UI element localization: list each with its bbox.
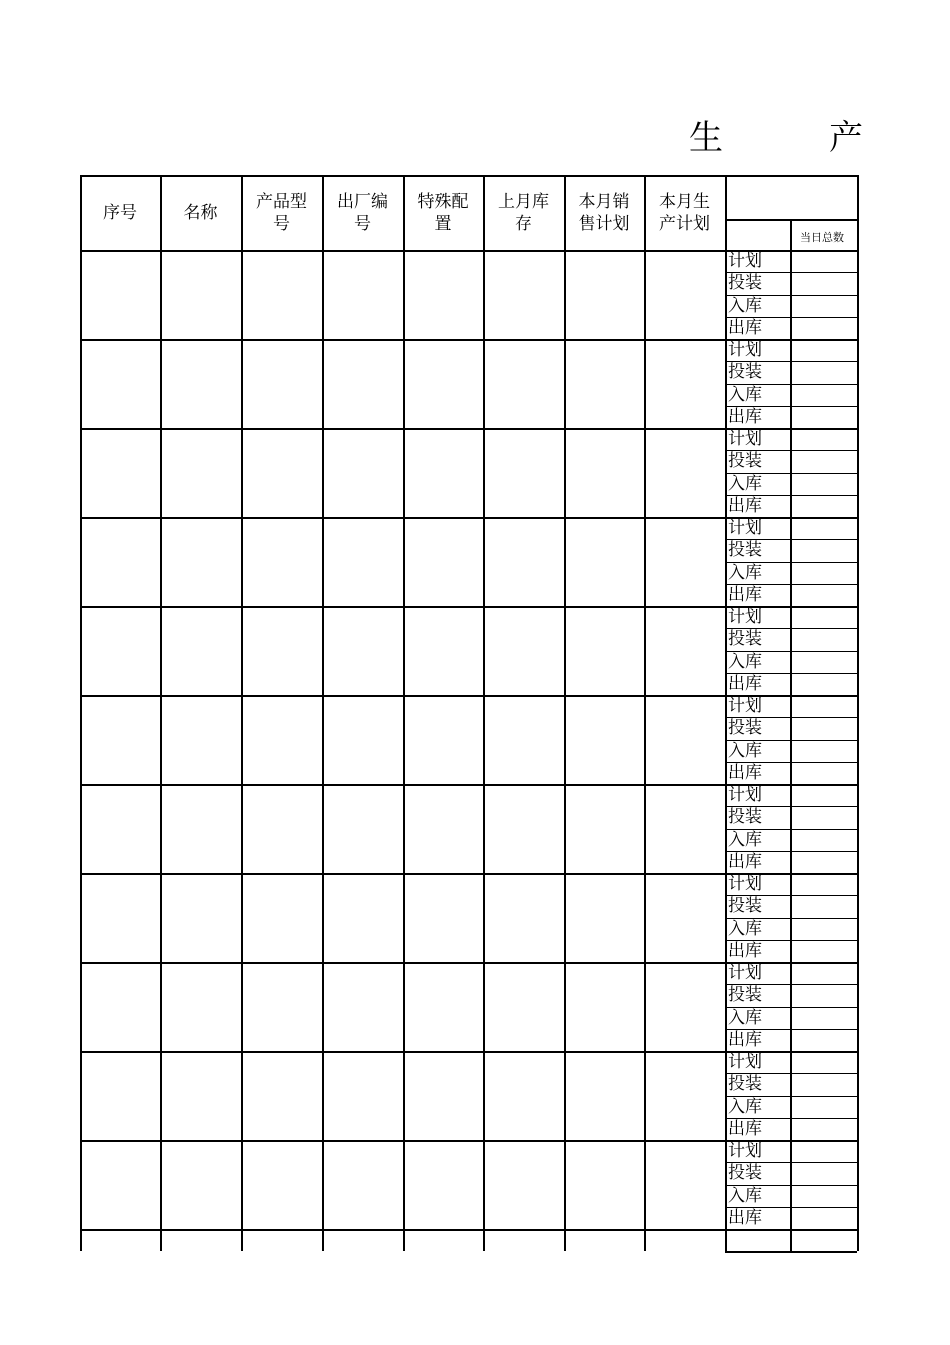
column-border (80, 175, 82, 1251)
stage-label: 投装 (728, 807, 762, 828)
header-cell: 序号 (103, 202, 137, 223)
stage-label: 投装 (728, 985, 762, 1006)
stage-label: 入库 (728, 829, 762, 850)
header-cell: 出厂编号 (337, 191, 388, 234)
stage-label: 计划 (728, 251, 762, 271)
header-cell: 本月销售计划 (578, 191, 630, 234)
group-border (80, 1229, 857, 1231)
stage-label: 入库 (728, 1007, 762, 1028)
title-char: 生 (689, 118, 723, 158)
header-cell: 特殊配置 (417, 191, 469, 234)
stage-label: 出库 (728, 940, 762, 961)
header-cell: 上月库存 (498, 191, 549, 234)
stage-label: 入库 (728, 918, 762, 939)
header-cell: 产品型号 (256, 191, 307, 234)
stage-label: 投装 (728, 273, 762, 294)
stage-label: 计划 (728, 607, 762, 627)
stage-label: 出库 (728, 584, 762, 605)
stage-label: 投装 (728, 629, 762, 650)
stage-label: 投装 (728, 362, 762, 383)
stage-border (725, 1251, 857, 1253)
stage-label: 入库 (728, 473, 762, 494)
stage-label: 计划 (728, 785, 762, 805)
stage-label: 计划 (728, 429, 762, 449)
header-cell: 本月生产计划 (659, 191, 710, 234)
stage-label: 出库 (728, 1029, 762, 1050)
right-border (857, 175, 859, 1251)
column-border (564, 175, 566, 1251)
stage-label: 计划 (728, 963, 762, 983)
stage-label: 出库 (728, 317, 762, 338)
day-total-header: 当日总数 (800, 231, 844, 244)
stage-label: 计划 (728, 518, 762, 538)
stage-label: 入库 (728, 1096, 762, 1117)
stage-label: 出库 (728, 762, 762, 783)
stage-label: 出库 (728, 1207, 762, 1228)
header-cell: 名称 (183, 202, 218, 223)
stage-label: 投装 (728, 1163, 762, 1184)
stage-label: 计划 (728, 874, 762, 894)
stage-label: 投装 (728, 718, 762, 739)
stage-label: 入库 (728, 651, 762, 672)
stage-label: 入库 (728, 740, 762, 761)
column-border (241, 175, 243, 1251)
stage-label: 出库 (728, 851, 762, 872)
stage-label: 出库 (728, 495, 762, 516)
stage-label: 投装 (728, 451, 762, 472)
stage-label: 入库 (728, 295, 762, 316)
column-border (644, 175, 646, 1251)
stage-label: 计划 (728, 340, 762, 360)
stage-label: 出库 (728, 673, 762, 694)
column-border (483, 175, 485, 1251)
column-border (322, 175, 324, 1251)
title-char: 产 (829, 118, 863, 158)
column-border (160, 175, 162, 1251)
stage-label: 投装 (728, 1074, 762, 1095)
stage-label: 入库 (728, 562, 762, 583)
stage-label: 出库 (728, 1118, 762, 1139)
column-border (403, 175, 405, 1251)
stage-label: 投装 (728, 896, 762, 917)
stage-label: 计划 (728, 696, 762, 716)
stage-label: 计划 (728, 1141, 762, 1161)
stage-label: 入库 (728, 1185, 762, 1206)
stage-label: 出库 (728, 406, 762, 427)
stage-label: 投装 (728, 540, 762, 561)
stage-label: 入库 (728, 384, 762, 405)
stage-label: 计划 (728, 1052, 762, 1072)
